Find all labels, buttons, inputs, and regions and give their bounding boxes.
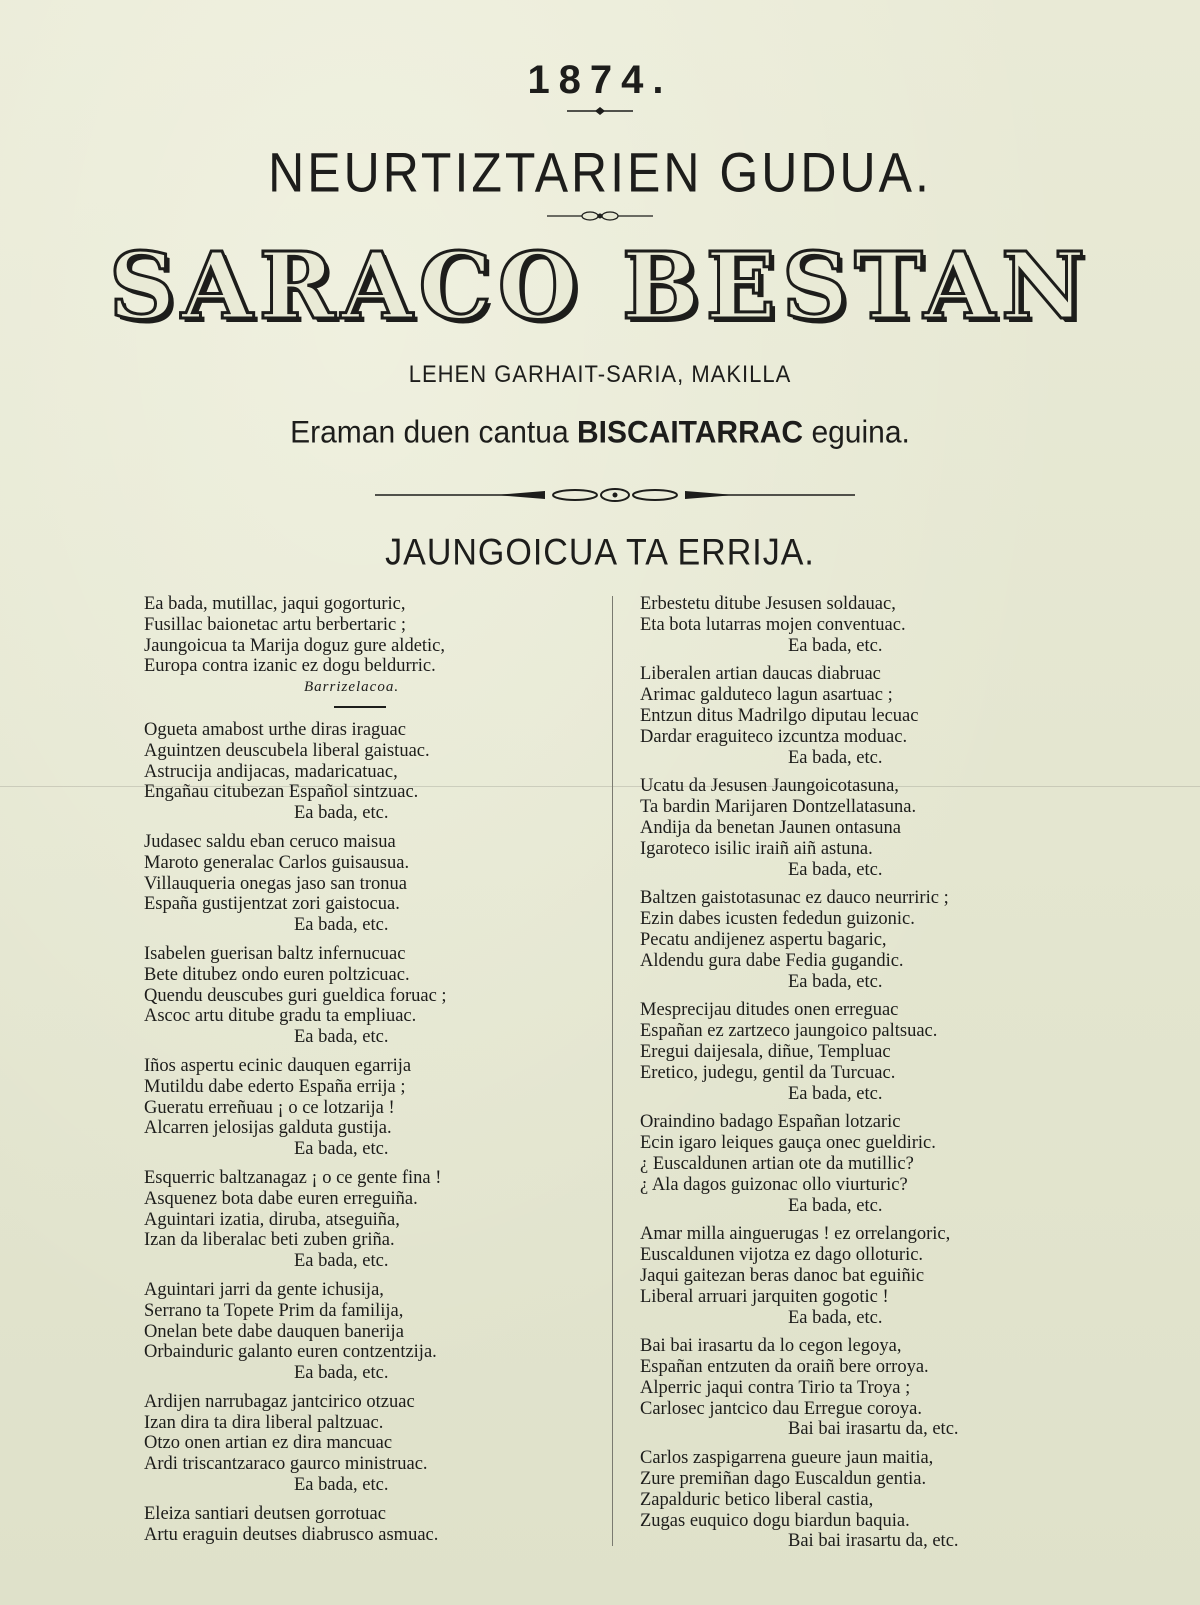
verse-line: Oraindino badago Españan lotzaric xyxy=(640,1112,901,1133)
stanza xyxy=(640,1224,1070,1328)
verse-line: Jaungoicua ta Marija doguz gure aldetic, xyxy=(144,635,446,656)
verse-line: Onelan bete dabe dauquen banerija xyxy=(144,1321,404,1342)
verse-line: Liberalen artian daucas diabruac xyxy=(640,664,881,685)
stanza xyxy=(640,888,1070,992)
subtitle-text-2: eguina. xyxy=(811,415,910,450)
subtitle xyxy=(0,415,1200,451)
verse-line: Carlosec jantcico dau Erregue coroya. xyxy=(640,1398,922,1419)
verse-line: Baltzen gaistotasunac ez dauco neurriric ; xyxy=(640,888,949,909)
left-column xyxy=(144,594,604,1553)
column-divider xyxy=(612,596,613,1546)
verse-line: Europa contra izanic ez dogu beldurric. xyxy=(144,656,436,677)
opening-stanza xyxy=(144,594,604,698)
verse-line: Maroto generalac Carlos guisausua. xyxy=(144,852,410,873)
refrain: Bai bai irasartu da, etc. xyxy=(788,1531,959,1552)
refrain: Ea bada, etc. xyxy=(788,1307,883,1328)
ornament-mid-icon xyxy=(545,210,655,222)
verse-line: Aguintari izatia, diruba, atseguiña, xyxy=(144,1209,400,1230)
verse-line: Ogueta amabost urthe diras iraguac xyxy=(144,719,406,740)
verse-line: ¿ Euscaldunen artian ote da mutillic? xyxy=(640,1153,914,1174)
verse-line: Villauqueria onegas jaso san tronua xyxy=(144,873,407,894)
prize-line: LEHEN GARHAIT-SARIA, MAKILLA xyxy=(408,360,792,388)
verse-line: Eretico, judegu, gentil da Turcuac. xyxy=(640,1062,896,1083)
verse-line: Eleiza santiari deutsen gorrotuac xyxy=(144,1503,386,1524)
verse-line: Zapalduric betico liberal castia, xyxy=(640,1489,874,1510)
verse-line: ¿ Ala dagos guizonac ollo viurturic? xyxy=(640,1174,908,1195)
verse-line: Eregui daijesala, diñue, Templuac xyxy=(640,1041,891,1062)
refrain: Ea bada, etc. xyxy=(294,1251,389,1272)
verse-line: Orbainduric galanto euren contzentzija. xyxy=(144,1342,437,1363)
verse-line: Zure premiñan dago Euscaldun gentia. xyxy=(640,1469,927,1490)
verse-line: Andija da benetan Jaunen ontasuna xyxy=(640,817,901,838)
refrain: Ea bada, etc. xyxy=(294,915,389,936)
verse-line: Erbestetu ditube Jesusen soldauac, xyxy=(640,594,896,614)
verse-line: Izan dira ta dira liberal paltzuac. xyxy=(144,1412,384,1433)
refrain: Ea bada, etc. xyxy=(294,1475,389,1496)
refrain: Ea bada, etc. xyxy=(788,859,883,880)
verse-line: Isabelen guerisan baltz infernucuac xyxy=(144,943,406,964)
stanza xyxy=(144,832,604,936)
verse-line: Jaqui gaitezan beras danoc bat eguiñic xyxy=(640,1265,925,1286)
stanza xyxy=(144,1280,604,1384)
verse-line: Engañau citubezan Español sintzuac. xyxy=(144,782,419,803)
refrain: Ea bada, etc. xyxy=(788,971,883,992)
verse-line: Zugas euquico dogu biardun baquia. xyxy=(640,1510,910,1531)
verse-line: Ecin igaro leiques gauça onec gueldiric. xyxy=(640,1133,936,1154)
verse-line: Izan da liberalac beti zuben griña. xyxy=(144,1230,395,1251)
stanza xyxy=(640,1112,1070,1216)
stanza xyxy=(640,776,1070,880)
verse-line: Aldendu gura dabe Fedia gugandic. xyxy=(640,950,904,971)
verse-line: Eta bota lutarras mojen conventuac. xyxy=(640,614,906,635)
verse-line: Quendu deuscubes guri gueldica foruac ; xyxy=(144,985,447,1006)
refrain: Ea bada, etc. xyxy=(294,1027,389,1048)
stanza xyxy=(640,1448,1070,1552)
verse-line: Dardar eraguiteco izcuntza moduac. xyxy=(640,726,908,747)
stanza-author: Barrizelacoa. xyxy=(304,679,400,696)
year: 1874. xyxy=(527,58,673,102)
verse-line: Bai bai irasartu da lo cegon legoya, xyxy=(640,1336,902,1357)
verse-line: Mutildu dabe ederto España errija ; xyxy=(144,1076,406,1097)
stanza xyxy=(144,1504,604,1546)
verse-line: Aguintari jarri da gente ichusija, xyxy=(144,1279,384,1300)
verse-line: Ea bada, mutillac, jaqui gogorturic, xyxy=(144,594,406,614)
verse-line: Carlos zaspigarrena gueure jaun maitia, xyxy=(640,1448,934,1469)
verse-line: Ascoc artu ditube gradu ta empliuac. xyxy=(144,1006,417,1027)
verse-line: España gustijentzat zori gaistocua. xyxy=(144,894,400,915)
verse-line: Bete ditubez ondo euren poltzicuac. xyxy=(144,964,410,985)
subtitle-text-1: Eraman duen cantua xyxy=(290,415,569,450)
verse-line: Otzo onen artian ez dira mancuac xyxy=(144,1433,393,1454)
verse-line: Gueratu erreñuau ¡ o ce lotzarija ! xyxy=(144,1097,395,1118)
verse-line: Ucatu da Jesusen Jaungoicotasuna, xyxy=(640,776,899,797)
verse-line: Fusillac baionetac artu berbertaric ; xyxy=(144,614,406,635)
verse-line: Euscaldunen vijotza ez dago olloturic. xyxy=(640,1245,924,1266)
refrain: Ea bada, etc. xyxy=(294,803,389,824)
ornament-small xyxy=(0,104,1200,120)
verse-line: Ta bardin Marijaren Dontzellatasuna. xyxy=(640,797,917,818)
refrain: Ea bada, etc. xyxy=(788,635,883,656)
stanza xyxy=(144,1392,604,1496)
verse-line: Judasec saldu eban ceruco maisua xyxy=(144,831,396,852)
subtitle-author: BISCAITARRAC xyxy=(576,415,804,450)
ornament-wide-icon xyxy=(375,488,855,502)
right-column xyxy=(640,594,1070,1560)
verse-line: Mesprecijau ditudes onen erreguac xyxy=(640,1000,899,1021)
verse-line: Ezin dabes icusten fededun guizonic. xyxy=(640,909,915,930)
verse-line: Liberal arruari jarquiten gogotic ! xyxy=(640,1286,889,1307)
refrain: Ea bada, etc. xyxy=(788,747,883,768)
verse-line: Españan entzuten da oraiñ bere orroya. xyxy=(640,1357,929,1378)
refrain: Ea bada, etc. xyxy=(294,1139,389,1160)
stanza xyxy=(144,1056,604,1160)
verse-line: Aguintzen deuscubela liberal gaistuac. xyxy=(144,740,430,761)
stanza xyxy=(640,1336,1070,1440)
verse-line: Ardijen narrubagaz jantcirico otzuac xyxy=(144,1391,415,1412)
refrain: Ea bada, etc. xyxy=(788,1195,883,1216)
refrain: Ea bada, etc. xyxy=(788,1083,883,1104)
verse-line: Serrano ta Topete Prim da familija, xyxy=(144,1300,404,1321)
verse-line: Astrucija andijacas, madaricatuac, xyxy=(144,761,398,782)
short-rule xyxy=(334,706,386,708)
stanza xyxy=(144,1168,604,1272)
song-title: JAUNGOICUA TA ERRIJA. xyxy=(385,532,815,574)
big-title: SARACO BESTAN xyxy=(108,232,1092,340)
verse-line: Españan ez zartzeco jaungoico paltsuac. xyxy=(640,1021,938,1042)
main-title: NEURTIZTARIEN GUDUA. xyxy=(268,141,932,204)
verse-line: Amar milla ainguerugas ! ez orrelangoric, xyxy=(640,1224,951,1245)
stanza xyxy=(640,1000,1070,1104)
verse-line: Entzun ditus Madrilgo diputau lecuac xyxy=(640,705,919,726)
verse-line: Esquerric baltzanagaz ¡ o ce gente fina ! xyxy=(144,1167,442,1188)
verse-line: Artu eraguin deutses diabrusco asmuac. xyxy=(144,1524,439,1545)
verse-line: Ardi triscantzaraco gaurco ministruac. xyxy=(144,1454,428,1475)
ornament-small-icon xyxy=(565,106,635,116)
stanza xyxy=(640,594,1070,656)
verse-line: Pecatu andijenez aspertu bagaric, xyxy=(640,929,887,950)
stanza xyxy=(144,720,604,824)
verse-line: Arimac galduteco lagun asartuac ; xyxy=(640,685,893,706)
stanza xyxy=(144,944,604,1048)
verse-line: Alcarren jelosijas galduta gustija. xyxy=(144,1118,392,1139)
refrain: Bai bai irasartu da, etc. xyxy=(788,1419,959,1440)
verse-line: Igaroteco isilic iraiñ aiñ astuna. xyxy=(640,838,873,859)
stanza xyxy=(640,664,1070,768)
verse-line: Alperric jaqui contra Tirio ta Troya ; xyxy=(640,1377,911,1398)
refrain: Ea bada, etc. xyxy=(294,1363,389,1384)
verse-line: Asquenez bota dabe euren erreguiña. xyxy=(144,1188,418,1209)
ornament-mid xyxy=(0,208,1200,226)
verse-line: Iños aspertu ecinic dauquen egarrija xyxy=(144,1055,412,1076)
